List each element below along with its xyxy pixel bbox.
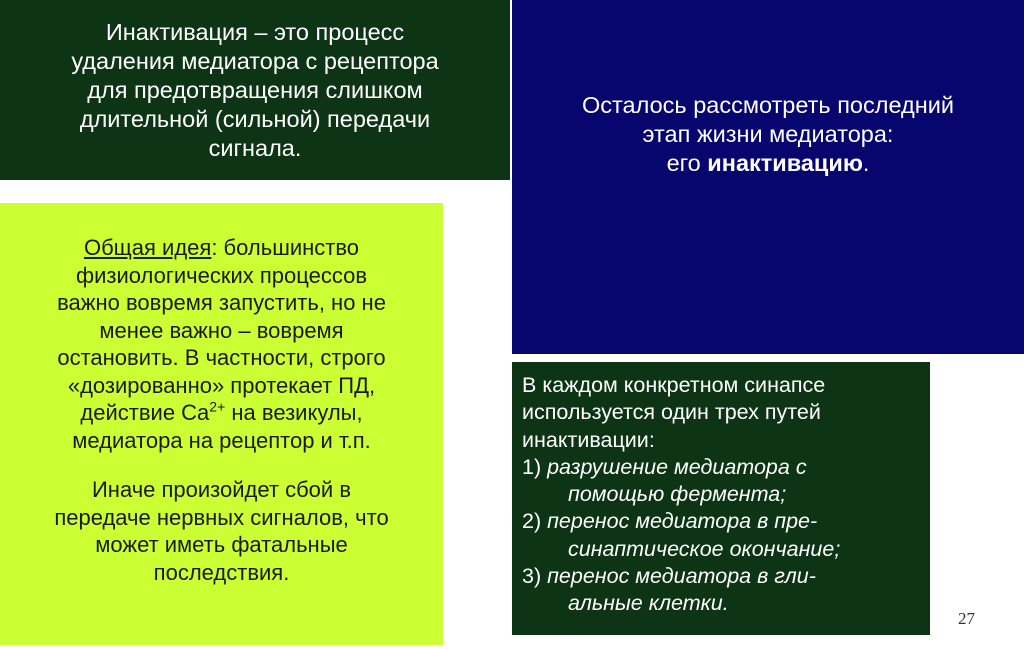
pathway-item <box>522 563 922 590</box>
general-idea-box <box>0 203 443 645</box>
idea-heading: Общая идея <box>83 235 212 260</box>
idea-line: «дозированно» протекает ПД, <box>67 372 376 398</box>
definition-line: удаления медиатора с рецептора <box>71 48 439 74</box>
pathway-continuation: альные клетки. <box>568 591 729 616</box>
pathway-continuation: помощью фермента; <box>568 482 787 507</box>
pathways-intro-line: В каждом конкретном синапсе <box>522 373 826 397</box>
idea-line: медиатора на рецептор и т.п. <box>72 427 371 453</box>
pathway-number: 3) <box>522 564 548 589</box>
pathway-number: 2) <box>522 509 548 534</box>
pathway-item <box>522 454 922 481</box>
definition-line: Инактивация – это процесс <box>105 19 405 45</box>
idea-line <box>0 234 443 262</box>
pathway-continuation: синаптическое окончание; <box>568 536 841 561</box>
ca-suffix: на везикулы, <box>225 400 363 425</box>
idea-line <box>0 399 443 427</box>
intro-line <box>512 149 1024 178</box>
intro-suffix: . <box>862 150 870 176</box>
idea-line: остановить. В частности, строго <box>57 345 386 370</box>
conclusion-line: передаче нервных сигналов, что <box>54 504 389 530</box>
pathways-intro-line: используется один трех путей <box>522 400 821 425</box>
ca-prefix: действие Ca <box>80 400 210 425</box>
definition-box <box>0 0 510 180</box>
pathway-text: перенос медиатора в гли- <box>547 564 816 589</box>
idea-line: менее важно – вовремя <box>99 317 344 343</box>
conclusion-line: последствия. <box>153 559 290 585</box>
pathways-box <box>512 362 930 635</box>
definition-line: длительной (сильной) передачи <box>79 106 431 132</box>
intro-prefix: его <box>666 150 708 176</box>
pathway-text: разрушение медиатора с <box>547 454 807 479</box>
pathway-text: перенос медиатора в пре- <box>547 509 818 534</box>
conclusion-line: может иметь фатальные <box>95 532 348 557</box>
pathway-number: 1) <box>522 454 548 479</box>
pathway-item <box>522 508 922 535</box>
idea-line: физиологических процессов <box>75 262 368 288</box>
definition-line: для предотвращения слишком <box>87 77 423 103</box>
conclusion-line: Иначе произойдет сбой в <box>91 477 351 502</box>
intro-line: этап жизни медиатора: <box>642 121 894 147</box>
intro-box <box>512 0 1024 354</box>
intro-line: Осталось рассмотреть последний <box>582 92 954 118</box>
ca-superscript: 2+ <box>209 398 226 415</box>
paragraph-gap <box>0 454 443 476</box>
idea-text: : большинство <box>211 235 360 260</box>
pathways-intro-line: инактивации: <box>522 427 655 452</box>
page-number: 27 <box>958 609 975 628</box>
definition-line: сигнала. <box>208 135 302 161</box>
idea-line: важно вовремя запустить, но не <box>57 290 386 315</box>
intro-keyword: инактивацию <box>707 150 863 176</box>
